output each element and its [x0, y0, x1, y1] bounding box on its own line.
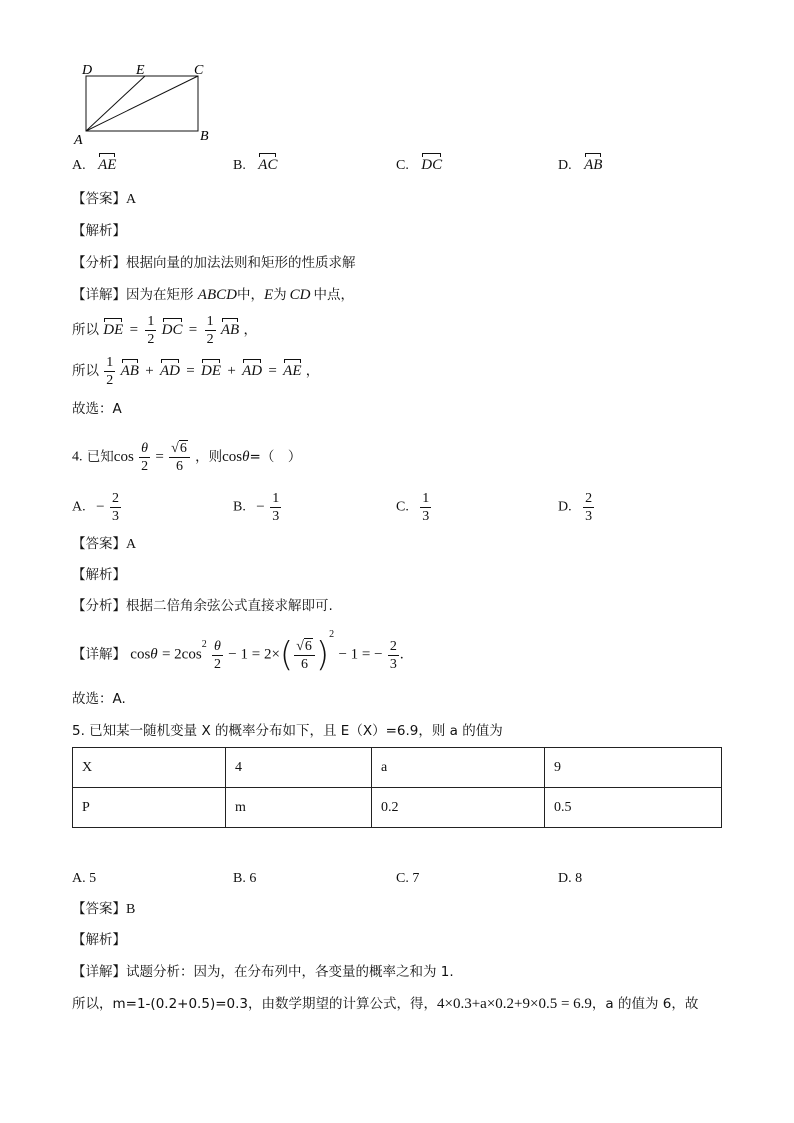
comma: ，: [305, 362, 320, 379]
answer-tag: 【答案】: [72, 536, 126, 552]
option-fraction: [270, 490, 281, 525]
vector-de: DE: [201, 363, 222, 379]
fraction-sqrt6-6: [294, 638, 315, 673]
fraction-half: [104, 354, 115, 389]
vector-ae: AE: [283, 363, 302, 379]
equals: =: [188, 322, 198, 338]
square: 2: [329, 629, 335, 640]
denominator: 3: [422, 509, 430, 524]
q5-option-a[interactable]: A. 5: [72, 871, 97, 886]
table-row: [73, 788, 722, 828]
table-row: [73, 748, 722, 788]
q3-guxuan: 故选：A: [72, 401, 122, 417]
q4-option-b[interactable]: [233, 490, 282, 525]
label-a: A: [74, 133, 83, 148]
text: 所以: [72, 321, 99, 338]
q5-option-d[interactable]: D. 8: [558, 871, 583, 886]
denominator: 3: [112, 509, 119, 524]
table-cell: P: [73, 788, 226, 828]
sqrt-sign: √: [296, 638, 304, 654]
q3-xiangjie-line1: [72, 288, 354, 303]
vector-de: DE: [103, 322, 124, 338]
option-letter: B.: [233, 158, 246, 173]
radicand: 6: [179, 441, 187, 456]
text: ，a 的值为 6，故: [591, 996, 699, 1012]
q3-option-a[interactable]: [72, 158, 116, 173]
text: 中点，: [313, 287, 354, 303]
fenxi-tag: 【分析】: [72, 255, 126, 271]
vector-dc: DC: [421, 157, 443, 173]
equals: =: [155, 449, 164, 465]
q5-xiangjie-line2: [72, 997, 698, 1012]
vector-ad: AD: [242, 363, 263, 379]
q3-option-c[interactable]: [396, 158, 442, 173]
xiangjie-tag: 【详解】: [72, 964, 126, 980]
equals: =: [186, 363, 195, 379]
denominator: 2: [141, 459, 149, 474]
cos: cos: [222, 449, 243, 465]
formula-part: = 2cos: [161, 646, 202, 663]
math-e: E: [263, 287, 274, 303]
fraction-half: [205, 313, 216, 348]
q4-option-d[interactable]: [558, 490, 595, 525]
cos: cos: [113, 449, 134, 465]
xiangjie-tag: 【详解】: [72, 646, 126, 663]
table-cell: m: [226, 788, 372, 828]
rectangle-figure: [70, 60, 220, 148]
denominator: 2: [206, 332, 214, 347]
table-cell: a: [372, 748, 545, 788]
option-letter: B.: [233, 499, 246, 515]
q3-xiangjie-line2: [72, 313, 257, 348]
probability-distribution-table: [72, 747, 722, 828]
q3-jiexi: 【解析】: [72, 223, 126, 239]
label-c: C: [194, 63, 204, 78]
q4-option-c[interactable]: [396, 490, 432, 525]
math-abcd: ABCD: [197, 287, 237, 303]
plus: +: [227, 363, 236, 379]
text: 已知: [86, 448, 114, 465]
expectation-formula: 4×0.3+a×0.2+9×0.5 = 6.9: [437, 996, 592, 1012]
table-cell: 0.2: [372, 788, 545, 828]
q3-fenxi: [72, 257, 356, 271]
q4-fenxi: [72, 600, 333, 614]
xiangjie-text: 试题分析：因为，在分布列中，各变量的概率之和为 1.: [126, 964, 454, 980]
q5-answer: [72, 903, 135, 917]
q5-option-c[interactable]: C. 7: [396, 871, 420, 886]
option-letter: D.: [558, 158, 572, 173]
q3-answer: [72, 193, 136, 207]
label-e: E: [136, 63, 145, 78]
vector-ad: AD: [159, 363, 180, 379]
equals: =: [268, 363, 277, 379]
q4-xiangjie: [72, 630, 404, 673]
q4-guxuan: 故选：A.: [72, 691, 126, 707]
option-fraction: [420, 490, 431, 525]
q5-option-b[interactable]: B. 6: [233, 871, 257, 886]
fraction-theta-half: [212, 638, 223, 673]
option-fraction: [583, 490, 594, 525]
q4-option-a[interactable]: [72, 490, 122, 525]
answer-tag: 【答案】: [72, 901, 126, 917]
formula-part: − 1 = −: [338, 646, 383, 663]
denominator: 3: [585, 509, 593, 524]
denominator: 3: [389, 656, 397, 672]
numerator: 1: [147, 314, 155, 329]
text: 因为在矩形: [126, 287, 194, 303]
text: 所以: [72, 362, 99, 379]
denominator: 2: [147, 332, 155, 347]
numerator: 2: [585, 491, 593, 506]
segment-ae: [86, 76, 145, 131]
answer-value: A: [126, 537, 137, 552]
numerator: [169, 440, 190, 458]
vector-ab: AB: [220, 322, 240, 338]
text: 中，: [236, 287, 264, 303]
right-paren: ): [315, 635, 330, 675]
vector-dc: DC: [161, 322, 183, 338]
vector-ac: AC: [258, 157, 278, 173]
sqrt-6: [171, 440, 188, 457]
q3-xiangjie-line3: [72, 354, 319, 389]
option-letter: A.: [72, 158, 86, 173]
fraction-half: [145, 313, 156, 348]
table-cell: X: [73, 748, 226, 788]
q5-jiexi: 【解析】: [72, 932, 126, 948]
numerator: 2: [389, 638, 397, 654]
table-cell: 4: [226, 748, 372, 788]
q5-question: 5. 已知某一随机变量 X 的概率分布如下，且 E（X）=6.9，则 a 的值为: [72, 723, 503, 739]
fraction-sqrt6-6: [169, 440, 190, 475]
plus: +: [145, 363, 154, 379]
denominator: 6: [176, 459, 183, 474]
vector-ab: AB: [584, 157, 603, 173]
sign: −: [96, 499, 105, 515]
equals: =: [129, 322, 139, 338]
numerator: 1: [272, 491, 280, 506]
denominator: 6: [301, 656, 309, 672]
table-cell: 0.5: [545, 788, 722, 828]
numerator: 1: [106, 355, 114, 370]
question-number: 4.: [72, 449, 83, 465]
sqrt-6: [296, 638, 313, 655]
numerator: [294, 638, 315, 656]
numerator: θ: [139, 440, 150, 458]
sqrt-sign: √: [171, 441, 179, 456]
fenxi-text: 根据二倍角余弦公式直接求解即可.: [126, 598, 333, 614]
q3-option-d[interactable]: [558, 158, 602, 173]
fraction-two-thirds: [388, 638, 399, 673]
q3-option-b[interactable]: [233, 158, 277, 173]
numerator: 2: [112, 491, 119, 506]
sign: −: [256, 499, 265, 515]
formula-part: − 1 = 2×: [228, 646, 280, 663]
text: 为: [273, 287, 287, 303]
text: ，则: [195, 448, 223, 465]
xiangjie-tag: 【详解】: [72, 287, 126, 303]
segment-ac: [86, 76, 198, 131]
fenxi-text: 根据向量的加法法则和矩形的性质求解: [126, 255, 356, 271]
cos: cos: [130, 646, 151, 663]
period: .: [399, 646, 404, 663]
option-letter: A.: [72, 499, 86, 515]
option-fraction: [110, 490, 121, 525]
comma: ，: [243, 321, 257, 338]
denominator: 3: [272, 509, 280, 524]
denominator: 2: [213, 656, 221, 672]
answer-tag: 【答案】: [72, 191, 126, 207]
numerator: 1: [422, 491, 430, 506]
theta: θ: [242, 449, 250, 465]
vector-ae: AE: [98, 157, 117, 173]
table-cell: 9: [545, 748, 722, 788]
label-d: D: [82, 63, 93, 78]
numerator: θ: [212, 638, 223, 656]
radicand: 6: [304, 638, 312, 654]
option-letter: D.: [558, 499, 572, 515]
denominator: 2: [106, 373, 114, 388]
numerator: 1: [206, 314, 214, 329]
fenxi-tag: 【分析】: [72, 598, 126, 614]
label-b: B: [200, 129, 209, 144]
q4-answer: [72, 538, 136, 552]
square: 2: [201, 639, 207, 650]
q4-jiexi: 【解析】: [72, 567, 126, 583]
q5-xiangjie-line1: [72, 966, 454, 980]
q4-question: [72, 440, 301, 475]
text: 所以，m=1-(0.2+0.5)=0.3，由数学期望的计算公式，得，: [72, 996, 437, 1012]
vector-ab: AB: [120, 363, 139, 379]
text: =（ ）: [249, 448, 302, 465]
answer-value: A: [126, 192, 137, 207]
option-letter: C.: [396, 499, 409, 515]
left-paren: (: [279, 635, 294, 675]
fraction-theta-half: [139, 440, 150, 475]
theta: θ: [150, 646, 158, 663]
answer-value: B: [126, 902, 136, 917]
math-cd: CD: [289, 287, 311, 303]
option-letter: C.: [396, 158, 409, 173]
